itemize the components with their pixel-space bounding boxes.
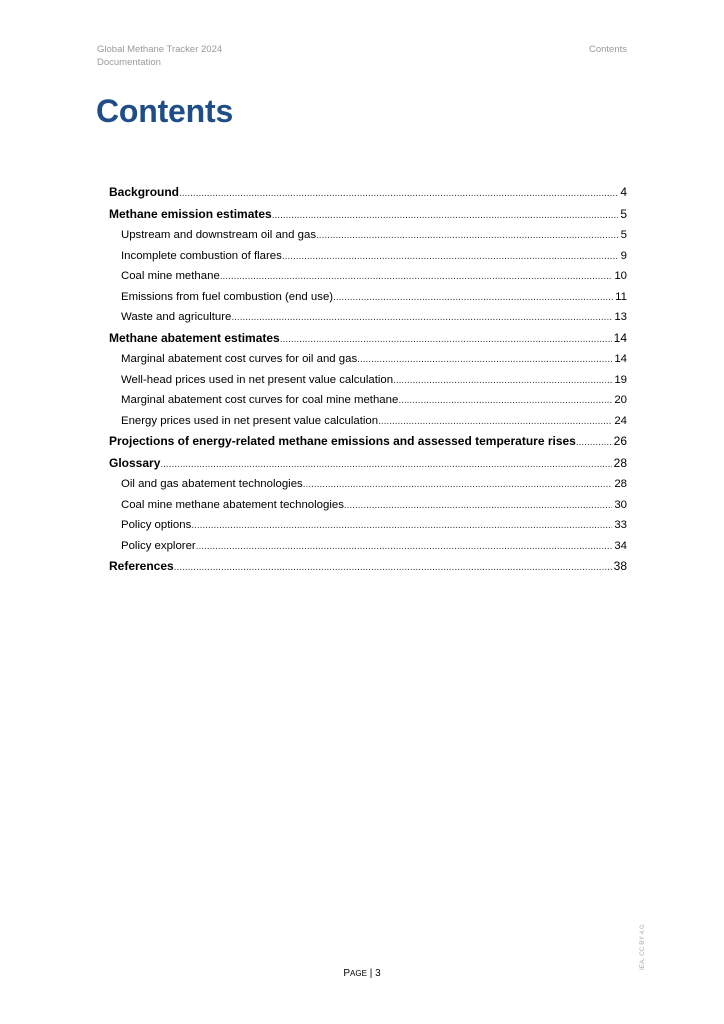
table-of-contents (109, 182, 627, 578)
toc-entry-subsection[interactable] (109, 536, 627, 557)
toc-dot-leader (280, 328, 612, 350)
toc-entry-page-number: 33 (614, 519, 627, 531)
toc-dot-leader (316, 225, 619, 246)
toc-dot-leader (576, 431, 612, 453)
toc-entry-subsection[interactable] (109, 266, 627, 287)
toc-entry-title: Coal mine methane abatement technologies (121, 498, 344, 511)
toc-entry-title: Coal mine methane (121, 270, 220, 282)
toc-entry-title: Methane emission estimates (109, 206, 272, 221)
running-header-left (97, 43, 222, 69)
toc-entry-page-number: 20 (614, 394, 627, 406)
toc-entry-section[interactable] (109, 204, 627, 226)
toc-dot-leader (160, 453, 611, 475)
license-note: IEA. CC BY 4.0. (639, 923, 646, 970)
toc-entry-page-number: 5 (620, 206, 627, 221)
toc-entry-page-number: 24 (614, 414, 627, 427)
toc-entry-section[interactable] (109, 431, 627, 453)
toc-entry-section[interactable] (109, 556, 627, 578)
header-section-name: Contents (588, 44, 627, 55)
toc-entry-subsection[interactable] (109, 349, 627, 370)
toc-dot-leader (378, 411, 612, 432)
footer-page-label-rest: AGE (350, 969, 367, 978)
toc-dot-leader (179, 182, 618, 204)
toc-entry-subsection[interactable] (109, 225, 627, 246)
toc-dot-leader (220, 266, 613, 287)
toc-entry-section[interactable] (109, 453, 627, 475)
toc-entry-title: Methane abatement estimates (109, 330, 280, 345)
toc-entry-subsection[interactable] (109, 474, 627, 495)
page-title: Contents (96, 93, 234, 129)
toc-entry-page-number: 14 (614, 353, 627, 365)
toc-entry-page-number: 26 (613, 434, 627, 448)
toc-dot-leader (398, 390, 612, 411)
toc-dot-leader (191, 515, 612, 536)
toc-dot-leader (282, 246, 619, 267)
toc-entry-section[interactable] (109, 328, 627, 350)
toc-entry-title: Oil and gas abatement technologies (121, 478, 303, 490)
toc-entry-page-number: 5 (620, 229, 627, 241)
header-report-title: Global Methane Tracker 2024 (97, 44, 223, 55)
toc-entry-subsection[interactable] (109, 246, 627, 267)
toc-entry-title: Glossary (109, 455, 161, 470)
toc-entry-title: Emissions from fuel combustion (end use) (121, 290, 334, 303)
toc-entry-subsection[interactable] (109, 370, 627, 391)
toc-entry-page-number: 38 (613, 559, 627, 573)
toc-entry-title: Marginal abatement cost curves for oil and gas (121, 353, 358, 365)
toc-entry-page-number: 30 (614, 498, 627, 511)
toc-entry-title: Background (109, 185, 180, 199)
toc-dot-leader (196, 536, 613, 557)
toc-dot-leader (357, 349, 612, 370)
footer-page-number: 3 (375, 968, 381, 979)
toc-entry-subsection[interactable] (109, 307, 627, 328)
toc-entry-title: References (109, 559, 174, 573)
toc-entry-subsection[interactable] (109, 287, 627, 308)
toc-entry-subsection[interactable] (109, 495, 627, 516)
toc-entry-title: Projections of energy-related methane emissions and assessed temperature rises (109, 434, 576, 448)
toc-entry-page-number: 4 (620, 185, 627, 199)
toc-dot-leader (393, 370, 612, 391)
toc-entry-title: Marginal abatement cost curves for coal mine methane (121, 394, 399, 406)
page-footer (0, 968, 724, 979)
toc-dot-leader (303, 474, 613, 495)
toc-entry-title: Incomplete combustion of flares (121, 249, 282, 262)
toc-entry-subsection[interactable] (109, 390, 627, 411)
footer-separator: | (366, 968, 376, 979)
toc-entry-title: Upstream and downstream oil and gas (121, 229, 317, 241)
toc-entry-page-number: 9 (620, 249, 627, 262)
toc-entry-page-number: 14 (613, 330, 627, 345)
toc-dot-leader (344, 495, 612, 516)
toc-entry-title: Policy options (121, 519, 192, 531)
header-report-subtitle: Documentation (97, 57, 161, 68)
toc-entry-page-number: 11 (615, 290, 627, 303)
toc-entry-subsection[interactable] (109, 515, 627, 536)
toc-entry-page-number: 28 (614, 478, 627, 490)
toc-entry-title: Well-head prices used in net present value calculation (121, 373, 394, 386)
toc-dot-leader (174, 556, 612, 578)
toc-entry-title: Waste and agriculture (121, 311, 232, 323)
toc-entry-title: Energy prices used in net present value calculation (121, 414, 379, 427)
toc-entry-page-number: 19 (614, 373, 627, 386)
toc-entry-page-number: 10 (614, 270, 627, 282)
footer-page-label-initial: P (343, 968, 351, 979)
toc-dot-leader (272, 204, 619, 226)
toc-entry-page-number: 34 (614, 539, 627, 552)
toc-entry-page-number: 28 (613, 455, 627, 470)
toc-dot-leader (333, 287, 613, 308)
toc-entry-subsection[interactable] (109, 411, 627, 432)
toc-entry-section[interactable] (109, 182, 627, 204)
toc-dot-leader (231, 307, 612, 328)
toc-entry-page-number: 13 (614, 311, 627, 323)
toc-entry-title: Policy explorer (121, 539, 196, 552)
